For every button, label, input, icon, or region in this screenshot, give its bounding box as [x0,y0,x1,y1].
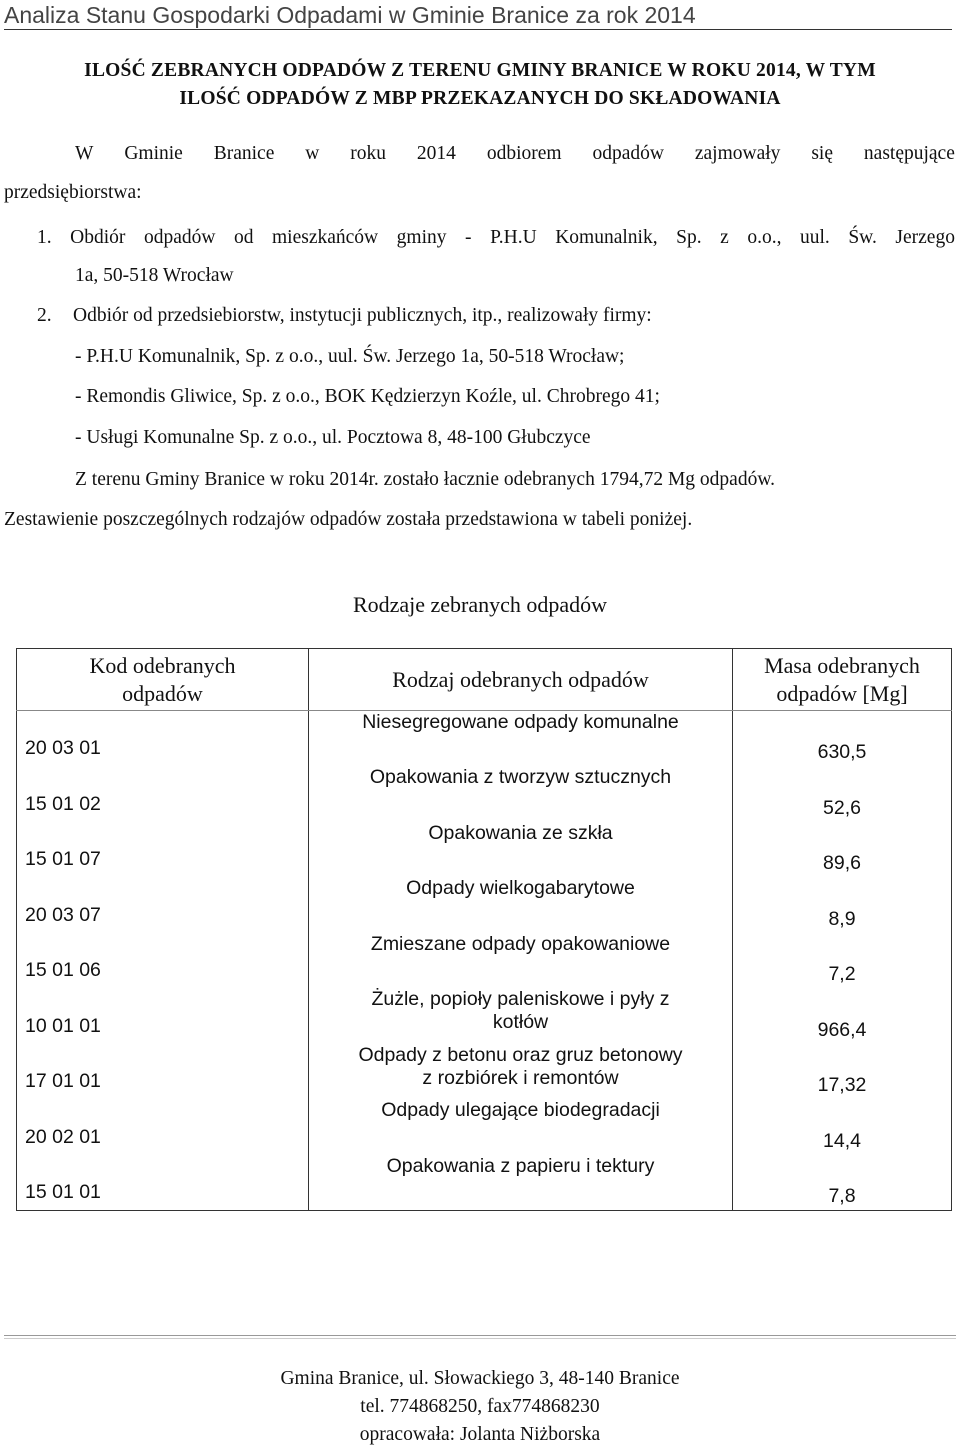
intro-word: następujące [863,143,955,164]
firm-item-2: - Remondis Gliwice, Sp. z o.o., BOK Kędzierzyn Koźle, ul. Chrobrego 41; [75,386,660,407]
list-item-1-word: - [465,227,472,248]
list-item-2-text: Odbiór od przedsiebiorstw, instytucji publicznych, itp., realizowały firmy: [73,305,652,326]
cell-type-line1: Opakowania z tworzyw sztucznych [369,766,672,788]
list-item-1-word: z [720,227,729,248]
intro-word: zajmowały [694,143,781,164]
list-item-1-word: o.o., [747,227,782,248]
list-item-1-word: odpadów [143,227,216,248]
cell-mass: 630,5 [733,711,952,767]
header-code-line2: odpadów [122,680,203,706]
cell-code: 10 01 01 [17,988,309,1044]
firm-item-3: - Usługi Komunalne Sp. z o.o., ul. Pocztowa 8, 48-100 Głubczyce [75,427,591,448]
cell-code: 20 03 01 [17,711,309,767]
cell-type-line1: Odpady wielkogabarytowe [406,877,635,899]
footer-phone: tel. 774868250, fax774868230 [360,1396,600,1417]
list-item-1-word: Św. [848,227,877,248]
cell-mass: 8,9 [733,877,952,933]
table-caption: Rodzaje zebranych odpadów [352,592,608,617]
cell-type [309,766,733,822]
cell-type [309,711,733,767]
list-item-1-continuation: 1a, 50-518 Wrocław [75,265,234,286]
cell-mass: 966,4 [733,988,952,1044]
cell-mass: 17,32 [733,1044,952,1100]
cell-type [309,988,733,1044]
list-item-1-word: mieszkańców [272,227,379,248]
cell-type-line1: Niesegregowane odpady komunalne [362,711,679,733]
table-row [17,933,952,989]
cell-code: 20 02 01 [17,1099,309,1155]
table-body [17,711,952,1211]
header-code-line1: Kod odebranych [89,652,236,678]
cell-type-line1: Odpady z betonu oraz gruz betonowy [358,1043,683,1066]
intro-paragraph-line1 [75,142,955,166]
intro-word: Branice [213,143,275,164]
cell-code: 15 01 07 [17,822,309,878]
table-row [17,766,952,822]
intro-paragraph-line2: przedsiębiorstwa: [4,182,142,203]
list-item-1-word: gminy [396,227,447,248]
list-item-1-word: Jerzego [895,227,955,248]
document-header [4,0,952,30]
cell-type [309,933,733,989]
intro-word: W [75,143,94,164]
list-item-1-word: Komunalnik, [555,227,658,248]
cell-type [309,822,733,878]
intro-word: roku [350,143,387,164]
table-row [17,711,952,767]
intro-word: 2014 [416,143,456,164]
cell-code: 15 01 06 [17,933,309,989]
list-item-1-word: uul. [799,227,830,248]
cell-type [309,1044,733,1100]
cell-mass: 89,6 [733,822,952,878]
document-header-title: Analiza Stanu Gospodarki Odpadami w Gminie Branice za rok 2014 [4,2,696,28]
section-title-line2: ILOŚĆ ODPADÓW Z MBP PRZEKAZANYCH DO SKŁADOWANIA [179,88,781,109]
intro-word: się [811,143,834,164]
summary-line-1: Z terenu Gminy Branice w roku 2014r. zostało łacznie odebranych 1794,72 Mg odpadów. [75,469,776,490]
cell-type-line1: Opakowania z papieru i tektury [386,1154,655,1177]
header-type: Rodzaj odebranych odpadów [309,649,733,711]
cell-type-line1: Opakowania ze szkła [428,821,613,844]
footer-divider [4,1335,956,1339]
table-row [17,822,952,878]
table-row [17,1044,952,1100]
table-row [17,1155,952,1211]
cell-code: 20 03 07 [17,877,309,933]
cell-mass: 52,6 [733,766,952,822]
footer-address: Gmina Branice, ul. Słowackiego 3, 48-140 Branice [280,1368,680,1389]
intro-word: odpadów [592,143,664,164]
summary-line-2: Zestawienie poszczególnych rodzajów odpadów została przedstawiona w tabeli poniżej. [4,509,693,530]
header-mass-line2: odpadów [Mg] [776,680,908,706]
table-row [17,877,952,933]
cell-type-line2: kotłów [492,1011,549,1033]
list-item-1-word: Sp. [676,227,702,248]
cell-mass: 14,4 [733,1099,952,1155]
list-item-1-word: Obdiór [70,227,126,248]
header-code [17,649,309,711]
cell-code: 15 01 01 [17,1155,309,1211]
section-title-line1: ILOŚĆ ZEBRANYCH ODPADÓW Z TERENU GMINY BRANICE W ROKU 2014, W TYM [84,60,876,81]
header-mass-line1: Masa odebranych [764,652,920,678]
intro-word: Gminie [124,143,183,164]
firm-item-1: - P.H.U Komunalnik, Sp. z o.o., uul. Św. Jerzego 1a, 50-518 Wrocław; [75,346,625,367]
cell-type-line1: Żużle, popioły paleniskowe i pyły z [371,988,670,1010]
cell-type [309,1155,733,1211]
cell-code: 17 01 01 [17,1044,309,1100]
waste-table [16,648,952,1211]
footer-author: opracowała: Jolanta Niżborska [359,1424,601,1445]
cell-type-line1: Zmieszane odpady opakowaniowe [370,932,671,955]
intro-word: w [305,143,320,164]
cell-type [309,877,733,933]
cell-mass: 7,2 [733,933,952,989]
table-row [17,1099,952,1155]
list-item-1 [37,226,955,250]
intro-word: odbiorem [486,143,562,164]
cell-type-line2: z rozbiórek i remontów [422,1066,619,1089]
list-item-2-number: 2. [37,305,52,326]
header-mass [733,649,952,711]
list-item-1-word: P.H.U [490,227,537,248]
cell-mass: 7,8 [733,1155,952,1211]
cell-type-line1: Odpady ulegające biodegradacji [381,1099,660,1121]
table-header-row [17,649,952,711]
cell-code: 15 01 02 [17,766,309,822]
list-item-1-word: od [233,227,254,248]
cell-type [309,1099,733,1155]
list-item-1-number: 1. [37,227,52,248]
list-item-2 [37,304,652,328]
table-row [17,988,952,1044]
